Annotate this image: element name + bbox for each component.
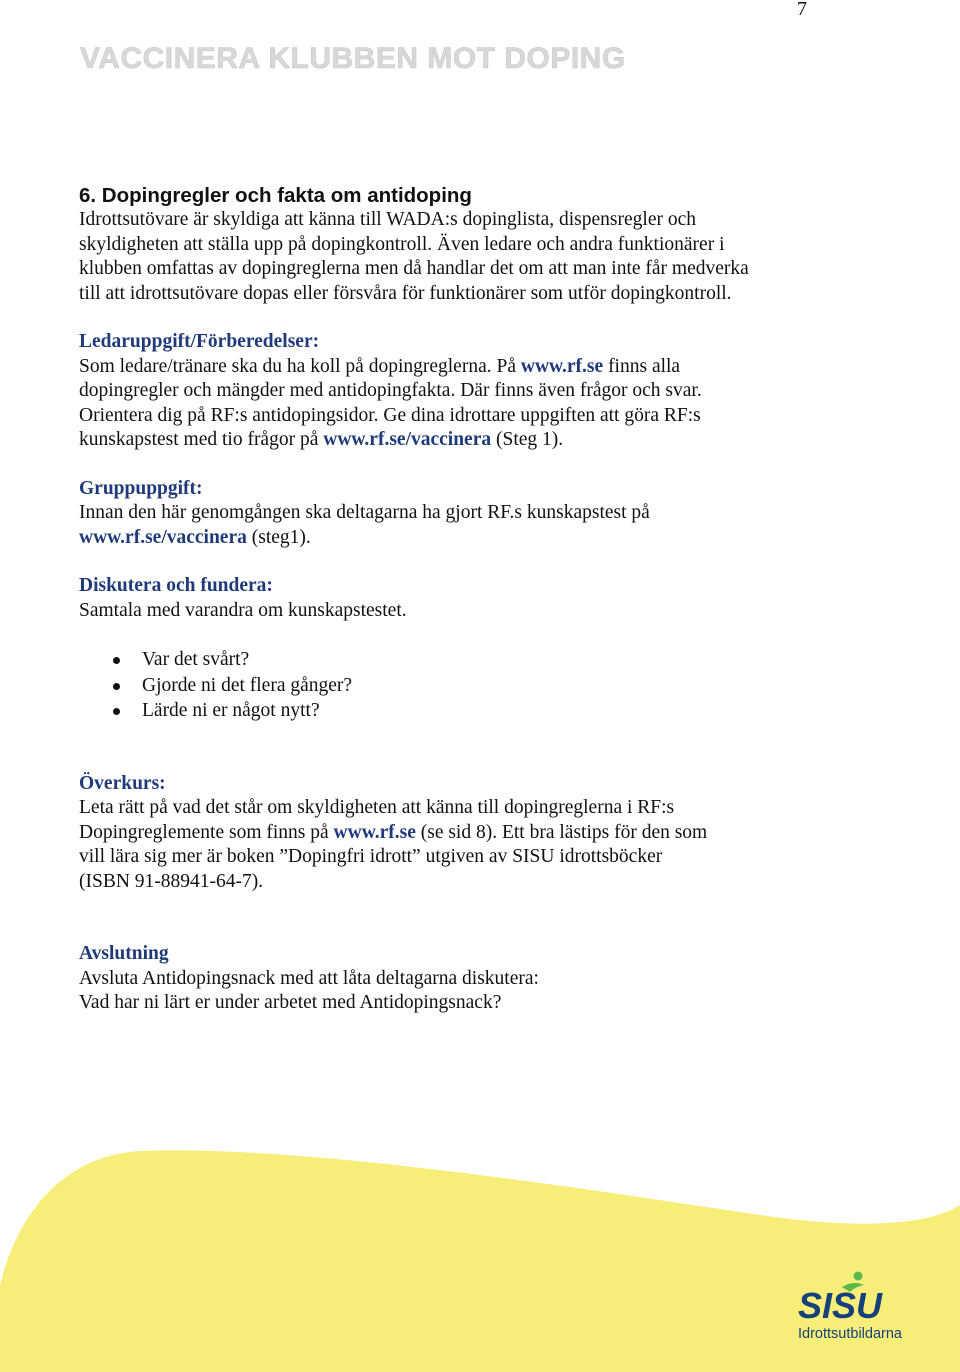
gruppuppgift-line: Innan den här genomgången ska deltagarna ha gjort RF.s kunskapstest på: [79, 502, 650, 523]
list-item: Gjorde ni det flera gånger?: [79, 673, 889, 699]
list-item: Var det svårt?: [79, 647, 889, 673]
lead-line: till att idrottsutövare dopas eller försvåra för funktionärer som utför dopingkontroll.: [79, 282, 732, 304]
gruppuppgift-heading: Gruppuppgift:: [79, 477, 203, 499]
page-number: 7: [797, 0, 807, 20]
diskutera-heading: Diskutera och fundera:: [79, 575, 273, 596]
avslutning-heading: Avslutning: [79, 943, 169, 964]
list-item: Lärde ni er något nytt?: [79, 698, 889, 724]
document-body: [79, 183, 889, 1016]
section-lead: [79, 208, 889, 306]
diskutera-line: Samtala med varandra om kunskapstestet.: [79, 599, 407, 621]
ledaruppgift-line: dopingregler och mängder med antidopingfakta. Där finns även frågor och svar.: [79, 380, 702, 401]
overkurs-line: Leta rätt på vad det står om skyldigheten att känna till dopingreglerna i RF:s: [79, 797, 675, 818]
avslutning-line: Avsluta Antidopingsnack med att låta deltagarna diskutera:: [79, 967, 539, 989]
lead-line: skyldigheten att ställa upp på dopingkontroll. Även ledare och andra funktionärer i: [79, 233, 725, 255]
document-banner: VACCINERA KLUBBEN MOT DOPING: [80, 42, 626, 75]
logo-wordmark: SISU: [798, 1285, 883, 1326]
overkurs-line: Dopingreglemente som finns på www.rf.se (se sid 8). Ett bra lästips för den som: [79, 821, 708, 843]
rf-link[interactable]: www.rf.se: [333, 821, 416, 843]
ledaruppgift-line: Som ledare/tränare ska du ha koll på dopingreglerna. På www.rf.se finns alla: [79, 355, 681, 377]
logo-subtitle: Idrottsutbildarna: [798, 1326, 902, 1342]
overkurs-line: vill lära sig mer är boken ”Dopingfri idrott” utgiven av SISU idrottsböcker: [79, 846, 663, 867]
lead-line: klubben omfattas av dopingreglerna men då handlar det om att man inte får medverka: [79, 258, 749, 279]
ledaruppgift-line: kunskapstest med tio frågor på www.rf.se/vaccinera (Steg 1).: [79, 429, 564, 450]
ledaruppgift-line: Orientera dig på RF:s antidopingsidor. Ge dina idrottare uppgiften att göra RF:s: [79, 404, 701, 426]
sisu-logo: [796, 1270, 936, 1350]
lead-line: Idrottsutövare är skyldiga att känna till WADA:s dopinglista, dispensregler och: [79, 209, 697, 230]
gruppuppgift-line: www.rf.se/vaccinera (steg1).: [79, 526, 311, 548]
avslutning-line: Vad har ni lärt er under arbetet med Antidopingsnack?: [79, 992, 502, 1013]
bullet-icon: [113, 708, 120, 715]
overkurs-heading: Överkurs:: [79, 772, 166, 794]
ledaruppgift-heading: Ledaruppgift/Förberedelser:: [79, 331, 320, 352]
discussion-list: [79, 647, 889, 724]
rf-link[interactable]: www.rf.se: [520, 355, 604, 377]
vaccinera-link[interactable]: www.rf.se/vaccinera: [323, 429, 492, 450]
section-title: 6. Dopingregler och fakta om antidoping: [79, 184, 472, 207]
bullet-icon: [113, 657, 120, 664]
overkurs-line: (ISBN 91-88941-64-7).: [79, 870, 264, 892]
vaccinera-link[interactable]: www.rf.se/vaccinera: [79, 526, 247, 548]
bullet-icon: [113, 683, 120, 690]
